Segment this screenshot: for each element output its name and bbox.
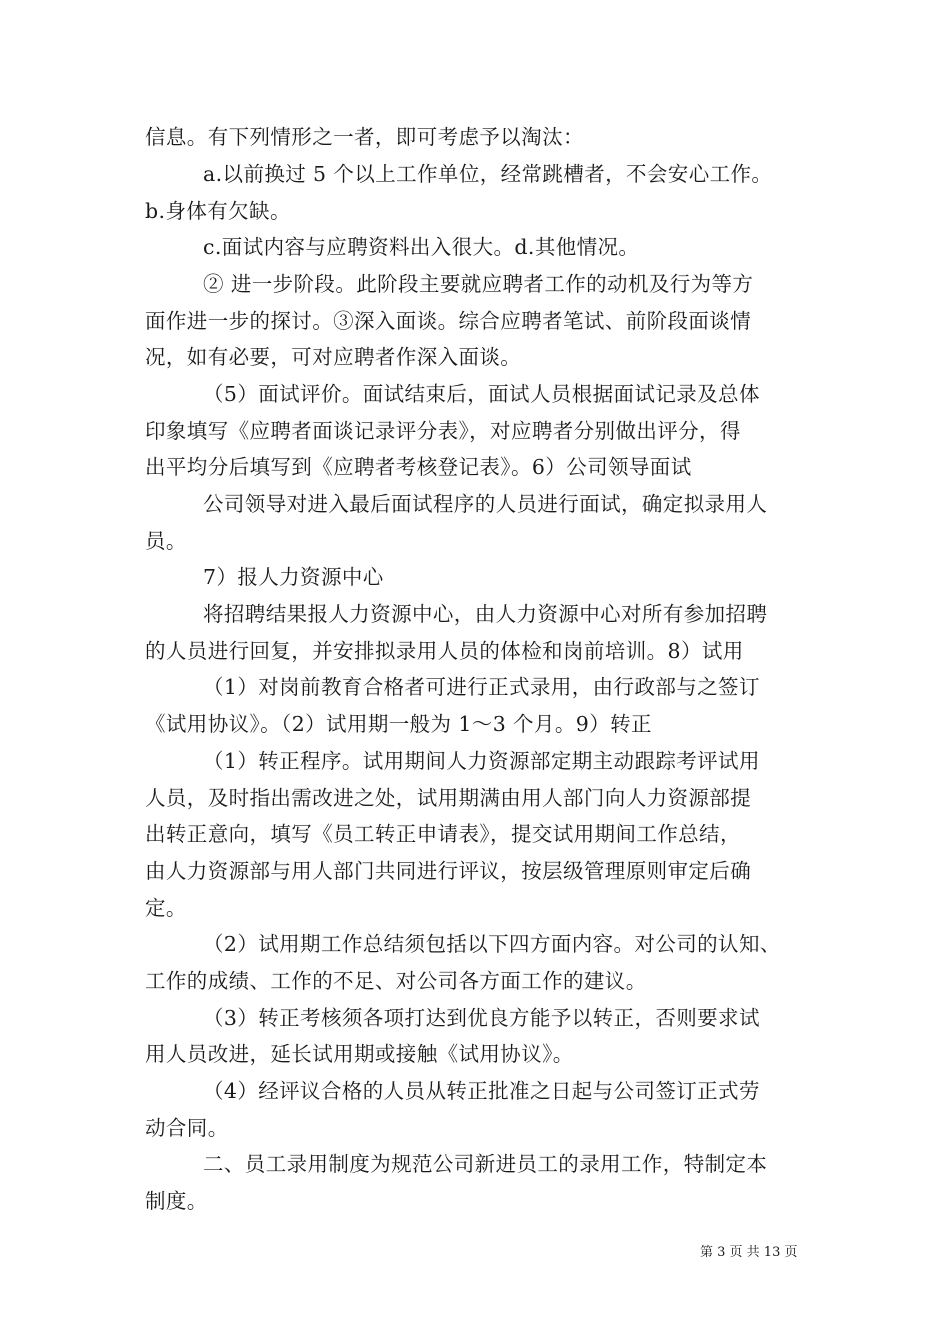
text-line: 由人力资源部与用人部门共同进行评议，按层级管理原则审定后确	[145, 859, 752, 883]
text-line: 将招聘结果报人力资源中心，由人力资源中心对所有参加招聘	[203, 602, 768, 626]
text-line: （1）对岗前教育合格者可进行正式录用，由行政部与之签订	[203, 675, 760, 699]
text-line: 信息。有下列情形之一者，即可考虑予以淘汰：	[145, 125, 584, 149]
text-line: 动合同。	[145, 1116, 229, 1140]
text-line: 工作的成绩、工作的不足、对公司各方面工作的建议。	[145, 969, 647, 993]
text-line: 印象填写《应聘者面谈记录评分表》，对应聘者分别做出评分，得	[145, 419, 741, 443]
text-line: 况，如有必要，可对应聘者作深入面谈。	[145, 345, 522, 369]
text-line: a.以前换过 5 个以上工作单位，经常跳槽者，不会安心工作。	[203, 162, 773, 186]
text-line: 人员，及时指出需改进之处，试用期满由用人部门向人力资源部提	[145, 786, 752, 810]
text-line: 公司领导对进入最后面试程序的人员进行面试，确定拟录用人	[203, 492, 768, 516]
text-line: 用人员改进，延长试用期或接触《试用协议》。	[145, 1042, 574, 1066]
text-line: 的人员进行回复，并安排拟录用人员的体检和岗前培训。8）试用	[145, 639, 744, 663]
text-line: 制度。	[145, 1189, 208, 1213]
text-line: （5）面试评价。面试结束后，面试人员根据面试记录及总体	[203, 382, 760, 406]
text-line: ② 进一步阶段。此阶段主要就应聘者工作的动机及行为等方	[203, 272, 754, 296]
text-line: c.面试内容与应聘资料出入很大。d.其他情况。	[203, 235, 640, 259]
text-line: 二、员工录用制度为规范公司新进员工的录用工作，特制定本	[203, 1152, 768, 1176]
text-line: 面作进一步的探讨。③深入面谈。综合应聘者笔试、前阶段面谈情	[145, 309, 752, 333]
text-line: （2）试用期工作总结须包括以下四方面内容。对公司的认知、	[203, 932, 781, 956]
text-line: b.身体有欠缺。	[145, 199, 291, 223]
text-line: 员。	[145, 529, 187, 553]
page-number-footer: 第 3 页 共 13 页	[700, 1245, 798, 1260]
text-line: 7）报人力资源中心	[203, 565, 384, 589]
text-line: 定。	[145, 896, 187, 920]
text-line: 出转正意向，填写《员工转正申请表》，提交试用期间工作总结，	[145, 822, 741, 846]
text-line: （4）经评议合格的人员从转正批准之日起与公司签订正式劳	[203, 1079, 760, 1103]
text-line: （3）转正考核须各项打达到优良方能予以转正，否则要求试	[203, 1006, 760, 1030]
text-line: 《试用协议》。（2）试用期一般为 1～3 个月。9）转正	[145, 712, 652, 736]
text-line: （1）转正程序。试用期间人力资源部定期主动跟踪考评试用	[203, 749, 760, 773]
text-line: 出平均分后填写到《应聘者考核登记表》。6）公司领导面试	[145, 455, 692, 479]
